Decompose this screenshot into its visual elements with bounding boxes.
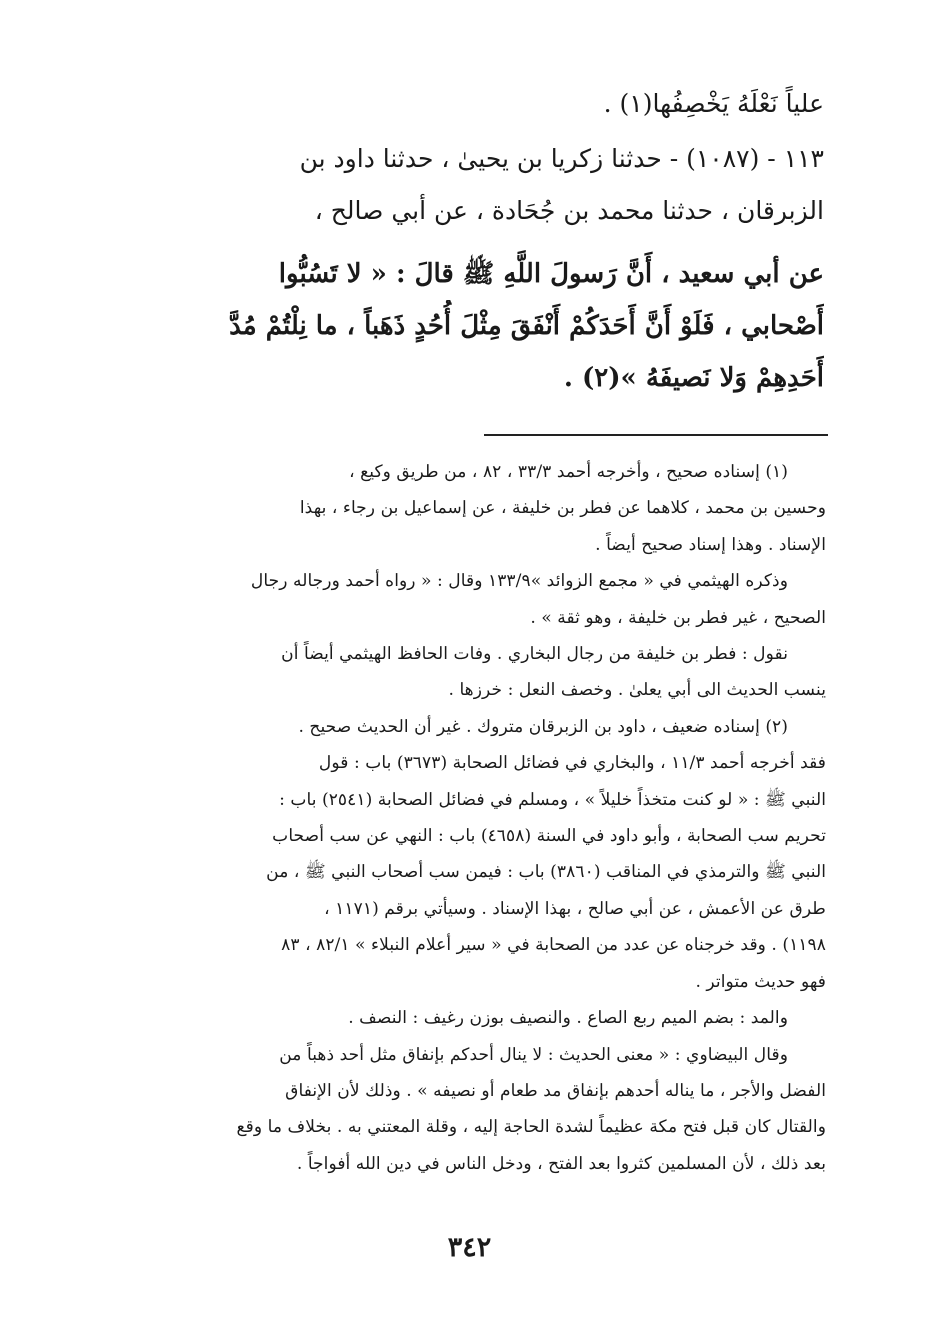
hadith-text-line: أَحَدِهِمْ وَلا نَصيفَهُ »(٢) . (563, 363, 824, 393)
footnote-divider (484, 434, 828, 436)
footnote-line: ١١٩٨) . وقد خرجناه عن عدد من الصحابة في « سير أعلام النبلاء » ٨٢/١ ، ٨٣ (281, 935, 826, 956)
footnote-line: طرق عن الأعمش ، عن أبي صالح ، بهذا الإسناد . وسيأتي برقم (١١٧١ ، (324, 898, 826, 919)
hadith-header (134, 133, 824, 237)
main-text-line: علياً نَعْلَهُ يَخْصِفُها(١) . (603, 89, 824, 118)
footnote-line: وحسين بن محمد ، كلاهما عن فطر بن خليفة ، عن إسماعيل بن رجاء ، بهذا (299, 498, 826, 519)
footnote-line: نقول : فطر بن خليفة من رجال البخاري . وفات الحافظ الهيثمي أيضاً أن (281, 644, 788, 665)
footnote-line: والمد : بضم الميم ربع الصاع . والنصيف بوزن رغيف : النصف . (348, 1008, 788, 1029)
hadith-text (134, 248, 824, 404)
footnote-line: وذكره الهيثمي في « مجمع الزوائد »١٣٣/٩ وقال : « رواه أحمد ورجاله رجال (250, 571, 788, 592)
page-number: ٣٤٢ (447, 1232, 492, 1263)
footnote-line: الإسناد . وهذا إسناد صحيح أيضاً . (595, 534, 826, 555)
hadith-text-line: أَصْحابي ، فَلَوْ أَنَّ أَحَدَكُمْ أَنْفَقَ مِثْلَ أُحُدٍ ذَهَباً ، ما نِلْتُمْ مُدَّ (229, 311, 824, 341)
footnote-line: النبي ﷺ : « لو كنت متخذاً خليلاً » ، ومسلم في فضائل الصحابة (٢٥٤١) باب : (279, 789, 826, 810)
hadith-text-line: عن أبي سعيد ، أَنَّ رَسولَ اللَّهِ ﷺ قالَ : « لا تَسُبُّوا (278, 259, 824, 289)
footnote-line: الفضل والأجر ، ما يناله أحدهم بإنفاق مد طعام أو نصيفه » . وذلك لأن الإنفاق (285, 1080, 826, 1101)
footnote-line: (١) إسناده صحيح ، وأخرجه أحمد ٣٣/٣ ، ٨٢ ، من طريق وكيع ، (349, 462, 788, 482)
footnote-line: وقال البيضاوي : « معنى الحديث : لا ينال أحدكم بإنفاق مثل أحد ذهباً من (279, 1044, 788, 1065)
footnote-line: فهو حديث متواتر . (695, 971, 826, 992)
footnotes (134, 454, 826, 1182)
footnote-line: فقد أخرجه أحمد ١١/٣ ، والبخاري في فضائل الصحابة (٣٦٧٣) باب : قول (318, 753, 826, 774)
hadith-header-line: الزبرقان ، حدثنا محمد بن جُحَادة ، عن أبي صالح ، (314, 196, 824, 225)
main-text (134, 78, 824, 130)
footnote-line: تحريم سب الصحابة ، وأبو داود في السنة (٤٦٥٨) باب : النهي عن سب أصحاب (272, 826, 826, 847)
footnote-line: (٢) إسناده ضعيف ، داود بن الزبرقان متروك . غير أن الحديث صحيح . (298, 716, 788, 737)
footnote-line: ينسب الحديث الى أبي يعلىٰ . وخصف النعل : خرزها . (448, 680, 826, 701)
footnote-line: بعد ذلك ، لأن المسلمين كثروا بعد الفتح ، ودخل الناس في دين الله أفواجاً . (296, 1153, 826, 1174)
footnote-line: الصحيح ، غير فطر بن خليفة ، وهو ثقة » . (530, 607, 826, 628)
footnote-line: والقتال كان قبل فتح مكة عظيماً لشدة الحاجة إليه ، وقلة المعتني به . بخلاف ما وقع (236, 1117, 826, 1138)
footnote-line: النبي ﷺ والترمذي في المناقب (٣٨٦٠) باب : فيمن سب أصحاب النبي ﷺ ، من (266, 862, 826, 883)
hadith-header-line: ١١٣ - (١٠٨٧) - حدثنا زكريا بن يحيىٰ ، حدثنا داود بن (299, 144, 824, 173)
